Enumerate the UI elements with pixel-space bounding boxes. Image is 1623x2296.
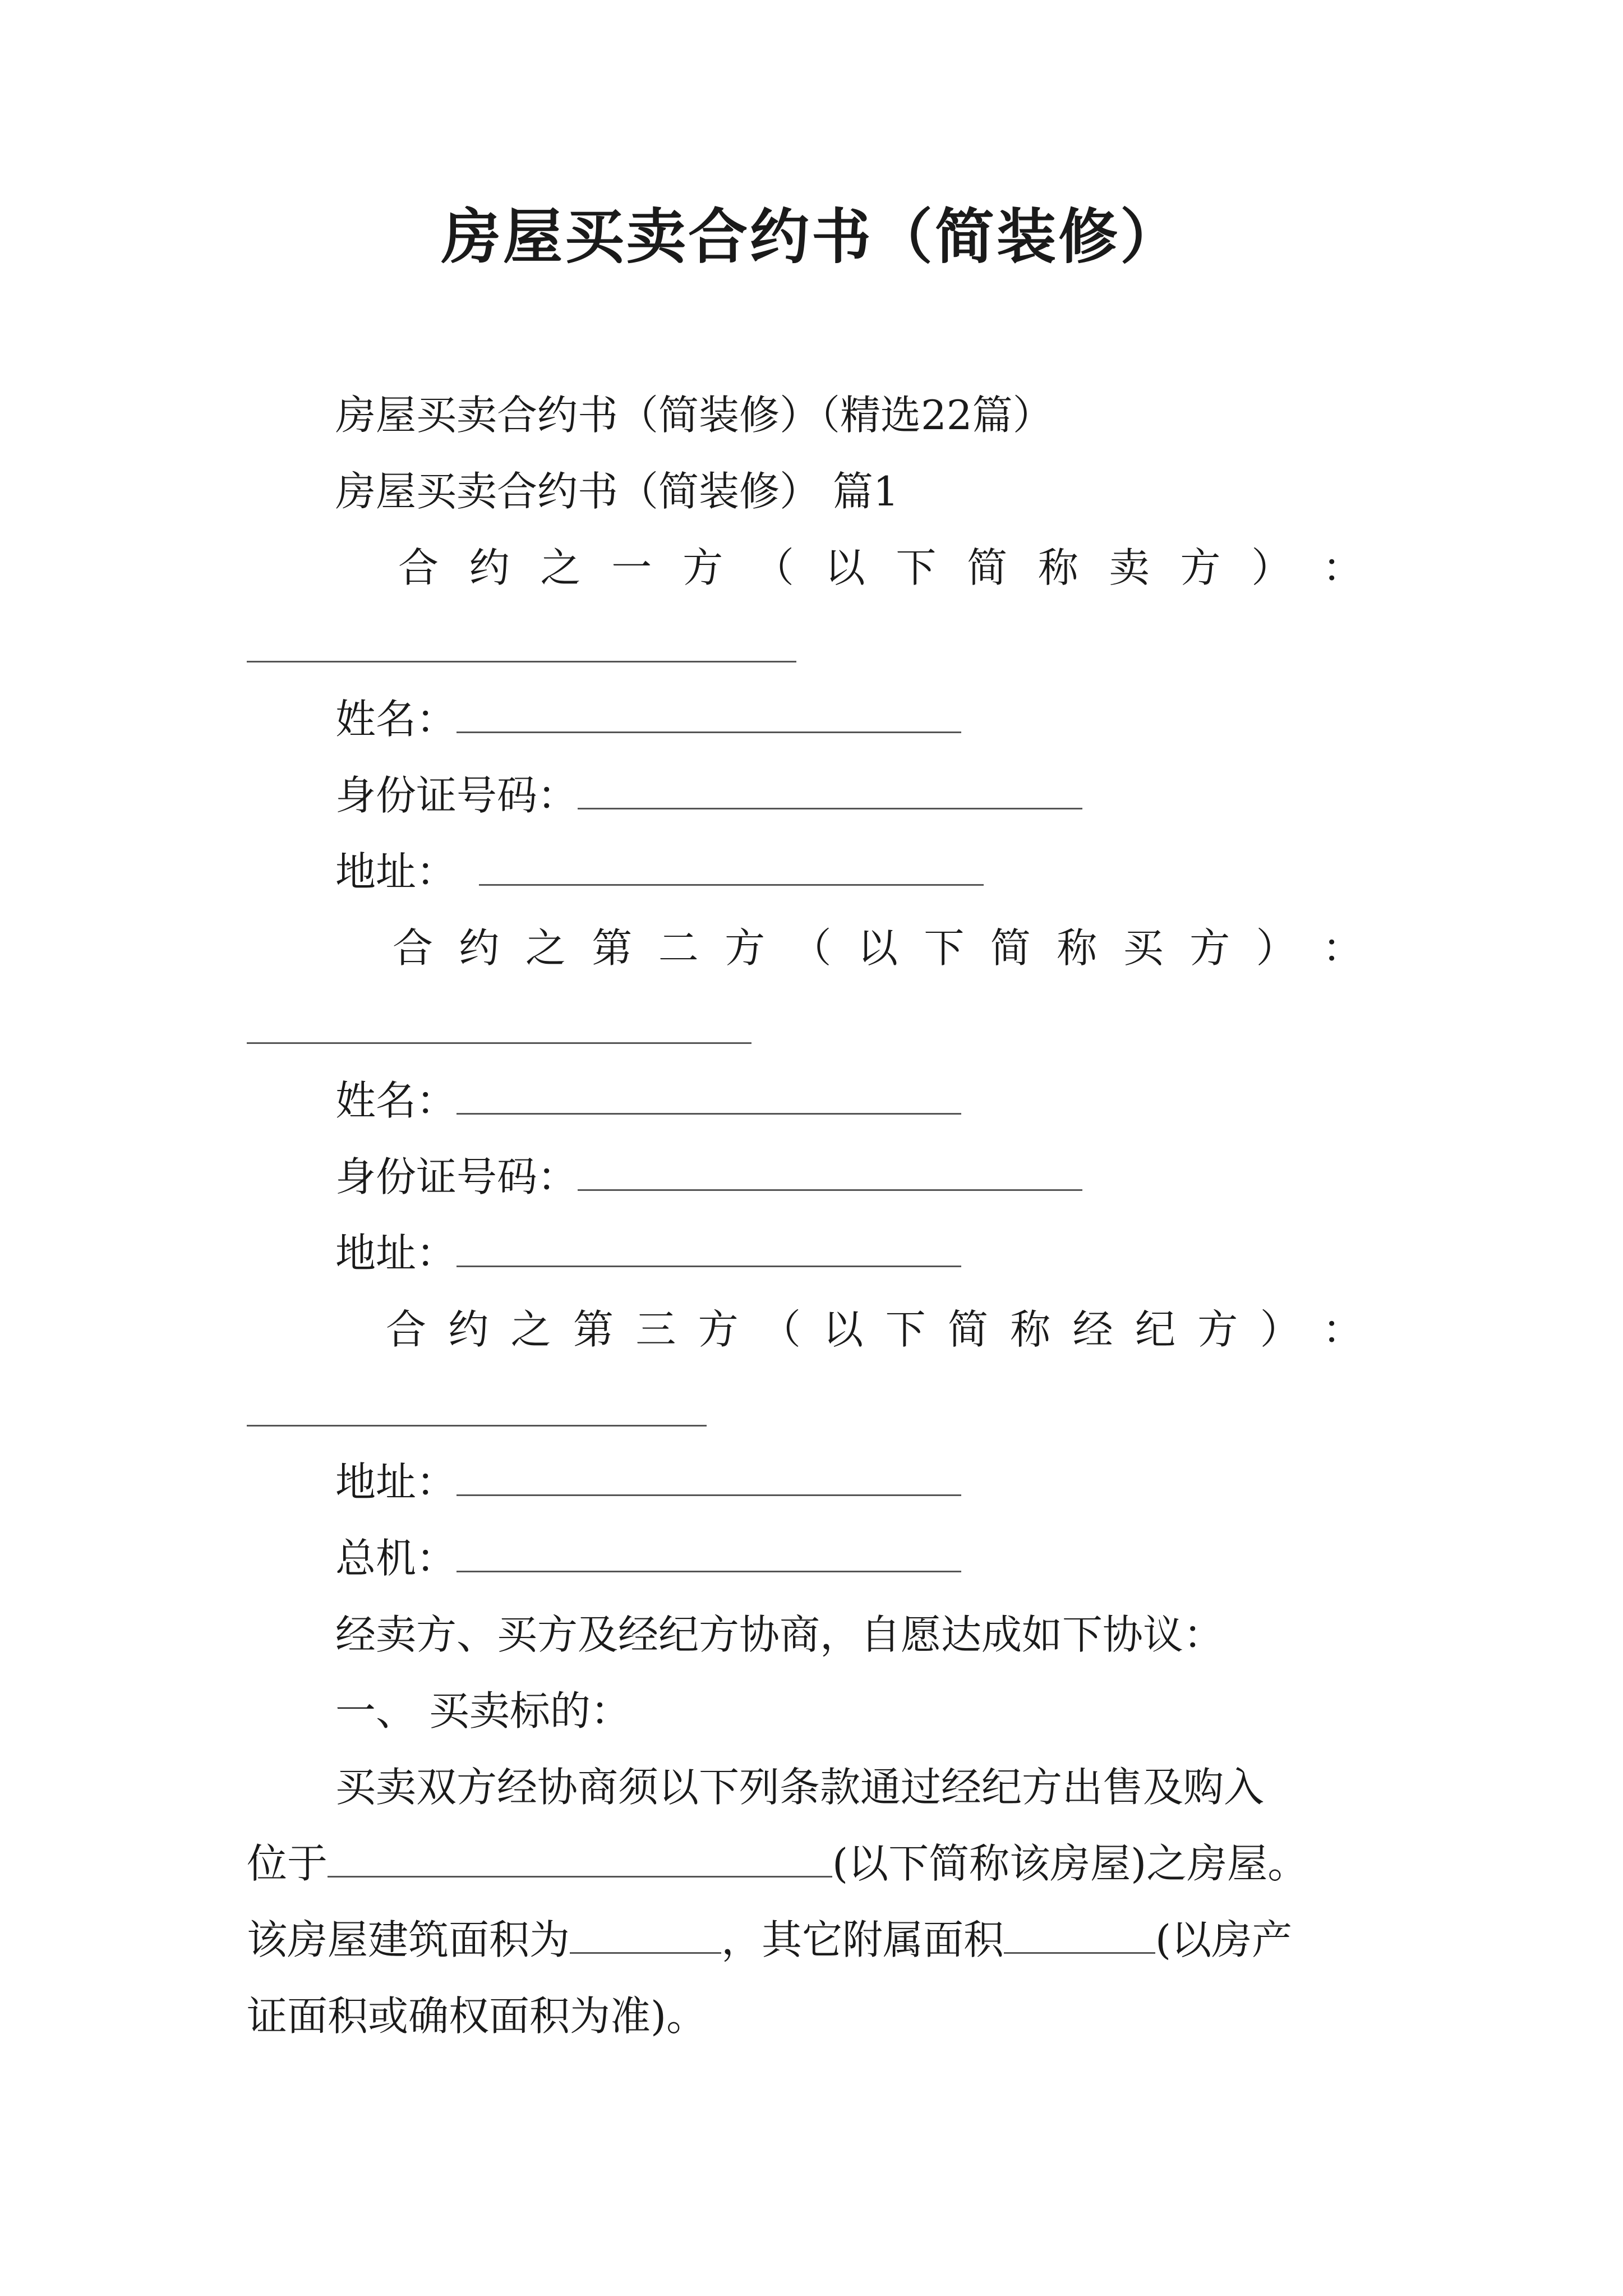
property-location-blank: [328, 1839, 832, 1878]
clause-1-line-2: [0, 1835, 1623, 1892]
heading-char: 第: [573, 1306, 614, 1353]
agent-heading-blank: [247, 1425, 707, 1427]
agent-heading: [386, 1301, 1363, 1358]
clause-1-line-4: 证面积或确权面积为准)。: [247, 1993, 707, 2040]
buyer-name-blank: [457, 1076, 961, 1115]
building-area-blank: [570, 1915, 721, 1954]
buyer-heading: [393, 920, 1363, 976]
buyer-address-row: [0, 1225, 1623, 1281]
heading-char: 之: [510, 1306, 551, 1353]
heading-char: 简: [947, 1306, 988, 1353]
chapter-heading: 房屋买卖合约书（简装修） 篇1: [335, 468, 899, 515]
heading-char: 以: [823, 1306, 864, 1353]
section-1-title: 一、 买卖标的：: [335, 1687, 631, 1734]
heading-char: 下: [896, 544, 937, 591]
seller-heading-blank: [247, 661, 796, 662]
heading-char: （: [791, 924, 832, 972]
heading-char: 约: [459, 924, 500, 972]
buyer-id-label: 身份证号码：: [335, 1153, 578, 1200]
seller-address-row: [0, 844, 1623, 900]
buyer-heading-blank: [247, 1042, 751, 1044]
clause-1-area-prefix: 该房屋建筑面积为: [247, 1916, 570, 1963]
heading-char: 一: [611, 544, 652, 591]
clause-1-area-suffix: (以房产: [1155, 1916, 1293, 1963]
heading-char: 以: [824, 544, 865, 591]
heading-char: ：: [1322, 924, 1363, 972]
heading-char: 之: [525, 924, 566, 972]
agent-address-row: [0, 1454, 1623, 1510]
heading-char: （: [760, 1306, 801, 1353]
seller-id-blank: [578, 771, 1082, 809]
heading-char: 简: [990, 924, 1031, 972]
heading-char: 下: [885, 1306, 926, 1353]
clause-1-location-suffix: (以下简称该房屋)之房屋。: [832, 1840, 1308, 1887]
heading-char: 约: [448, 1306, 489, 1353]
heading-char: 合: [393, 924, 434, 972]
clause-1-line-1: 买卖双方经协商须以下列条款通过经纪方出售及购入: [335, 1764, 1265, 1811]
heading-char: 合: [386, 1306, 427, 1353]
heading-char: ）: [1256, 924, 1297, 972]
heading-char: 方: [1189, 924, 1230, 972]
agent-phone-row: [0, 1530, 1623, 1586]
seller-id-label: 身份证号码：: [335, 772, 578, 819]
seller-address-blank: [479, 847, 984, 886]
buyer-name-label: 姓名：: [335, 1077, 457, 1124]
heading-char: 方: [725, 924, 766, 972]
heading-char: 称: [1057, 924, 1098, 972]
heading-char: 之: [540, 544, 581, 591]
agent-phone-blank: [457, 1534, 961, 1572]
heading-char: 三: [635, 1306, 676, 1353]
heading-char: ）: [1260, 1306, 1301, 1353]
heading-char: 方: [698, 1306, 739, 1353]
heading-char: 方: [683, 544, 723, 591]
heading-char: 称: [1038, 544, 1078, 591]
buyer-address-label: 地址：: [335, 1230, 457, 1277]
document-title: 房屋买卖合约书（简装修）: [441, 201, 1182, 272]
heading-char: ：: [1322, 544, 1363, 591]
seller-name-label: 姓名：: [335, 696, 457, 743]
agent-phone-label: 总机：: [335, 1535, 457, 1582]
ancillary-area-blank: [1004, 1915, 1155, 1954]
agent-address-blank: [457, 1457, 961, 1496]
heading-char: 简: [967, 544, 1008, 591]
seller-id-row: [0, 767, 1623, 823]
heading-char: 下: [924, 924, 965, 972]
heading-char: 买: [1123, 924, 1164, 972]
seller-name-row: [0, 691, 1623, 747]
clause-1-line-3: [0, 1912, 1623, 1968]
buyer-id-blank: [578, 1152, 1082, 1191]
clause-1-area-mid: ，其它附属面积: [721, 1916, 1004, 1963]
heading-char: 方: [1180, 544, 1221, 591]
heading-char: 二: [658, 924, 699, 972]
agent-address-label: 地址：: [335, 1458, 457, 1506]
heading-char: 经: [1072, 1306, 1113, 1353]
buyer-address-blank: [457, 1228, 961, 1267]
agreement-intro: 经卖方、买方及经纪方协商，自愿达成如下协议：: [335, 1611, 1224, 1658]
heading-char: ）: [1251, 544, 1292, 591]
buyer-name-row: [0, 1073, 1623, 1129]
heading-char: 卖: [1109, 544, 1150, 591]
heading-char: ：: [1322, 1306, 1363, 1353]
heading-char: （: [753, 544, 794, 591]
heading-char: 称: [1010, 1306, 1051, 1353]
subtitle: 房屋买卖合约书（简装修）（精选22篇）: [335, 392, 1053, 439]
seller-address-label: 地址：: [335, 848, 457, 895]
clause-1-location-prefix: 位于: [247, 1840, 328, 1887]
seller-heading: [398, 540, 1363, 596]
seller-name-blank: [457, 694, 961, 733]
heading-char: 合: [398, 544, 439, 591]
heading-char: 以: [857, 924, 898, 972]
heading-char: 约: [469, 544, 510, 591]
heading-char: 方: [1197, 1306, 1238, 1353]
buyer-id-row: [0, 1149, 1623, 1205]
heading-char: 纪: [1135, 1306, 1175, 1353]
heading-char: 第: [592, 924, 633, 972]
